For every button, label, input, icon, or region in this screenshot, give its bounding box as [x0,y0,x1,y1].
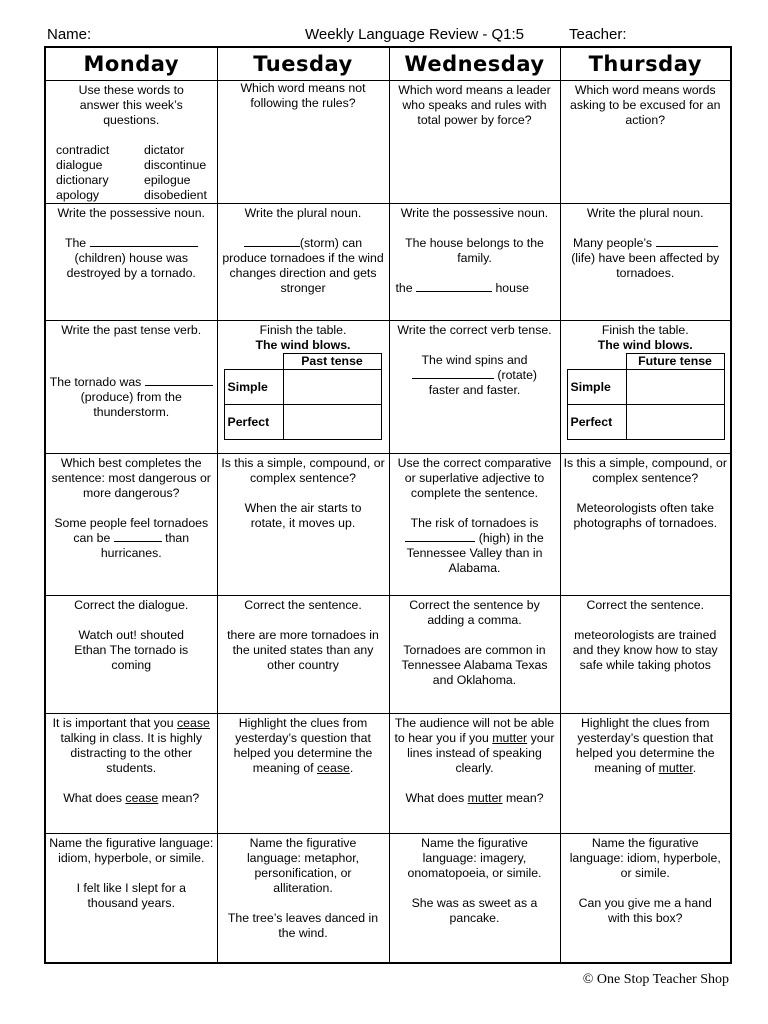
question-text: there are more tornadoes in the united states than any other country [227,628,379,672]
instruction-text: Write the past tense verb. [61,323,202,337]
question-part: Many people’s [573,236,653,250]
cell-tue-2 [217,204,389,321]
table-row [45,834,731,963]
table-row [45,204,731,321]
question-text [393,516,557,576]
answer-blank[interactable] [244,246,300,247]
column-header: Past tense [283,354,381,370]
answer-cell[interactable] [626,405,724,440]
question-part: What does [405,791,465,805]
vocab-word: cease [125,791,159,805]
cell-mon-6 [45,714,217,834]
answer-blank[interactable] [114,541,162,542]
question-text [393,281,557,296]
sentence-text: The wind blows. [597,338,693,352]
answer-blank[interactable] [145,385,213,386]
sentence-text: The wind blows. [255,338,351,352]
cell-thu-7 [560,834,731,963]
answer-cell[interactable] [626,370,724,405]
question-part: The tornado was [49,375,142,389]
instruction-text: Write the plural noun. [244,206,362,220]
question-text: Meteorologists often take photographs of tornadoes. [573,501,718,530]
cell-wed-5 [389,596,560,714]
instruction-text: Is this a simple, compound, or complex sentence? [221,456,385,485]
teacher-label: Teacher: [569,26,627,43]
question-part: house [495,281,529,295]
question-part: the [395,281,413,295]
question-text: I felt like I slept for a thousand years. [76,881,186,910]
word-bank-item: contradict [56,143,110,157]
question-text: The tree’s leaves danced in the wind. [227,911,379,940]
question-text: When the air starts to rotate, it moves up. [244,501,362,530]
instruction-text: Name the figurative language: metaphor, personification, or alliteration. [246,836,360,895]
tense-table [224,353,382,440]
question-text: Can you give me a hand with this box? [578,896,712,925]
instruction-text: Name the figurative language: idiom, hyperbole, or simile. [569,836,721,880]
table-row [45,321,731,454]
question-part: What does [63,791,122,805]
instruction-text: Name the figurative language: idiom, hyperbole, or simile. [49,836,214,865]
cell-tue-3 [217,321,389,454]
question-text: Which word means a leader who speaks and rules with total power by force? [398,83,551,127]
question-text [49,375,214,420]
answer-blank[interactable] [416,291,492,292]
row-label: Perfect [224,405,283,440]
cell-tue-1 [217,81,389,204]
review-table [44,46,732,964]
question-text [49,236,214,281]
question-part: The [64,236,87,250]
question-part: Highlight the clues from yesterday’s question that helped you determine the meaning of [575,716,715,775]
cell-tue-5 [217,596,389,714]
word-bank-item: disobedient [144,188,207,202]
question-text: Which word means words asking to be excused for an action? [570,83,721,127]
question-part: (children) house was destroyed by a tornado. [66,251,196,280]
answer-cell[interactable] [283,370,381,405]
question-part: The risk of tornadoes is [410,516,539,530]
instruction-text: Write the possessive noun. [57,206,205,220]
word-bank-item: apology [56,188,100,202]
cell-mon-3 [45,321,217,454]
word-bank-item: dialogue [56,158,103,172]
question-text: She was as sweet as a pancake. [411,896,538,925]
word-bank-item: epilogue [144,173,191,187]
instruction-text: Correct the dialogue. [74,598,189,612]
vocab-word: mutter [492,731,528,745]
question-text: Watch out! shouted Ethan The tornado is coming [74,628,189,672]
vocab-word: mutter [467,791,503,805]
word-bank-item: discontinue [144,158,207,172]
question-part: (produce) from the thunderstorm. [80,390,182,419]
instruction-text: Correct the sentence by adding a comma. [409,598,540,627]
instruction-text: Is this a simple, compound, or complex sentence? [563,456,727,485]
question-part: Some people feel tornadoes can be [54,516,209,545]
question-part: your lines instead of speaking clearly. [407,731,555,775]
table-row [45,596,731,714]
question-part: talking in class. It is highly distracting to the other students. [60,731,202,775]
question-text: Highlight the clues from yesterday’s question that helped you determine the meaning of cease. [233,716,373,775]
question-part: Highlight the clues from yesterday’s question that helped you determine the meaning of [233,716,373,775]
table-row [45,454,731,596]
word-bank [56,143,214,203]
table-row [45,81,731,204]
cell-tue-7 [217,834,389,963]
instruction-text: Use the correct comparative or superlative adjective to complete the sentence. [397,456,552,500]
cell-mon-5 [45,596,217,714]
cell-thu-5 [560,596,731,714]
day-wednesday: Wednesday [389,47,560,81]
instruction-text: Write the correct verb tense. [397,323,552,337]
question-part: It is important that you [52,716,174,730]
cell-thu-1 [560,81,731,204]
question-text: Which word means not following the rules? [240,81,366,110]
vocab-word: mutter [658,761,693,775]
word-bank-item: dictionary [56,173,109,187]
cell-mon-4 [45,454,217,596]
question-part: The wind spins and [421,353,528,367]
instruction-text: Which best completes the sentence: most dangerous or more dangerous? [51,456,211,500]
cell-wed-6 [389,714,560,834]
question-text [49,716,214,776]
question-text [393,791,557,806]
cell-mon-1 [45,81,217,204]
answer-cell[interactable] [283,405,381,440]
name-label: Name: [47,26,92,43]
worksheet-title: Weekly Language Review - Q1:5 [305,26,525,43]
cell-thu-3 [560,321,731,454]
question-text [393,353,557,398]
question-text: Tornadoes are common in Tennessee Alabama Texas and Oklahoma. [401,643,548,687]
instruction-text: Correct the sentence. [586,598,705,612]
question-part: (storm) can produce tornadoes if the wind changes direction and gets stronger [222,236,384,295]
question-part: (life) have been affected by tornadoes. [571,251,720,280]
instruction-text: Finish the table. [259,323,347,337]
row-label: Simple [224,370,283,405]
question-part: than hurricanes. [100,531,190,560]
instruction-text: Write the plural noun. [586,206,704,220]
question-text: Highlight the clues from yesterday’s question that helped you determine the meaning of mutter. [575,716,715,775]
column-header: Future tense [626,354,724,370]
cell-thu-6 [560,714,731,834]
cell-wed-3 [389,321,560,454]
question-part: mean? [505,791,544,805]
question-part: (high) in the Tennessee Valley than in Alabama. [406,531,544,575]
instruction-text: Name the figurative language: imagery, onomatopoeia, or simile. [407,836,542,880]
question-text [49,791,214,806]
cell-wed-4 [389,454,560,596]
day-thursday: Thursday [560,47,731,81]
answer-blank[interactable] [412,378,494,379]
question-part: The audience will not be able to hear you if you [394,716,555,745]
day-monday: Monday [45,47,217,81]
question-text [393,716,557,776]
question-text [564,236,728,281]
cell-wed-1 [389,81,560,204]
row-label: Perfect [567,405,626,440]
table-row [45,714,731,834]
copyright-footer: © One Stop Teacher Shop [582,972,729,987]
question-text [221,236,386,296]
cell-tue-6 [217,714,389,834]
row-label: Simple [567,370,626,405]
cell-wed-2 [389,204,560,321]
vocab-word: cease [177,716,210,730]
vocab-word: cease [317,761,350,775]
instruction-text: Correct the sentence. [244,598,362,612]
question-part: (rotate) faster and faster. [428,368,538,397]
worksheet-header [0,26,768,46]
instruction-text: Finish the table. [601,323,689,337]
tense-table [567,353,725,440]
instruction-text: Write the possessive noun. [400,206,549,220]
question-text: The house belongs to the family. [405,236,544,265]
day-tuesday: Tuesday [217,47,389,81]
question-text [49,516,214,561]
cell-mon-2 [45,204,217,321]
word-bank-item: dictator [144,143,185,157]
question-part: mean? [161,791,200,805]
cell-thu-2 [560,204,731,321]
cell-mon-7 [45,834,217,963]
answer-blank[interactable] [656,246,718,247]
answer-blank[interactable] [90,246,198,247]
cell-tue-4 [217,454,389,596]
question-text: meteorologists are trained and they know how to stay safe while taking photos [572,628,718,672]
instruction-text: Use these words to answer this week’s questions. [78,83,184,127]
cell-wed-7 [389,834,560,963]
day-header-row [45,47,731,81]
answer-blank[interactable] [405,541,475,542]
cell-thu-4 [560,454,731,596]
